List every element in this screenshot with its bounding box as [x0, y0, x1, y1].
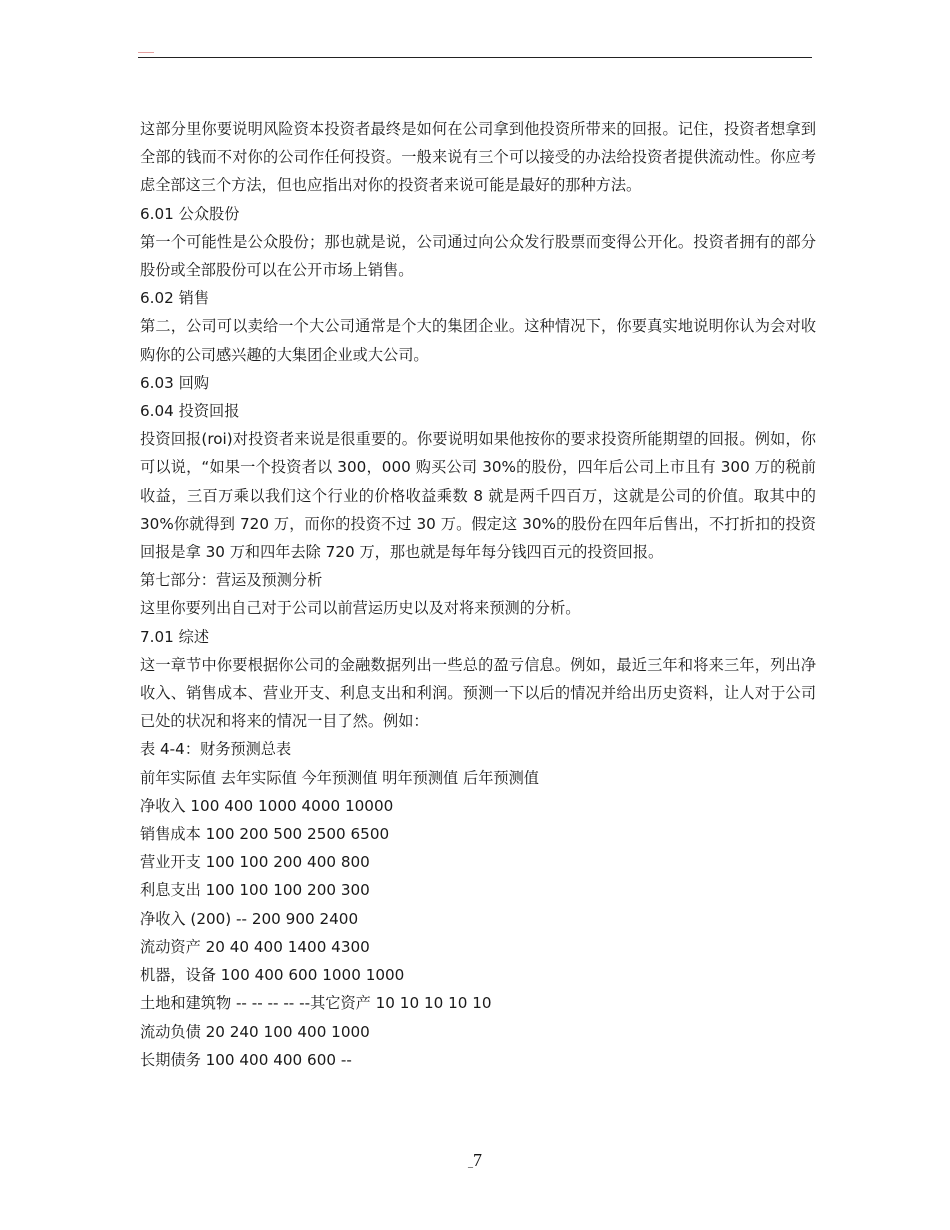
- section-7-01-text: 这一章节中你要根据你公司的金融数据列出一些总的盈亏信息。例如，最近三年和将来三年，列出净收入、销售成本、营业开支、利息支出和利润。预测一下以后的情况并给出历史资料，让人对于公司已处的状况和将来的情况一目了然。例如：: [140, 655, 816, 731]
- section-6-04-heading: 6.04 投资回报: [140, 402, 240, 421]
- section-6-03-heading: 6.03 回购: [140, 373, 210, 392]
- table-row: 流动负债 20 240 100 400 1000: [140, 1022, 370, 1041]
- section-6-02-heading: 6.02 销售: [140, 289, 210, 308]
- table-row: 利息支出 100 100 100 200 300: [140, 881, 370, 900]
- table-row: 销售成本 100 200 500 2500 6500: [140, 825, 390, 844]
- header-rule: [138, 57, 812, 58]
- page-number: [0, 1150, 950, 1171]
- section-6-04-text: 投资回报(roi)对投资者来说是很重要的。你要说明如果他按你的要求投资所能期望的回报。例如，你可以说，“如果一个投资者以 300，000 购买公司 30%的股份，四年后公司上市且有 300 万的税前收益，三百万乘以我们这个行业的价格收益乘数 8 就是两千四百万，这就是公司的价值。取其中的 30%你就得到 720 万，而你的投资不过 30 万。假定这 30%的股份在四年后售出，不打折扣的投资回报是拿 30 万和四年去除 720 万，那也就是每年每分钱四百元的投资回报。: [140, 430, 816, 562]
- table-caption: 表 4-4：财务预测总表: [140, 740, 292, 759]
- section-6-02-text: 第二，公司可以卖给一个大公司通常是个大的集团企业。这种情况下，你要真实地说明你认为会对收购你的公司感兴趣的大集团企业或大公司。: [140, 317, 816, 364]
- document-body: [140, 115, 816, 1074]
- header-mark: [138, 52, 154, 53]
- table-row: 净收入 100 400 1000 4000 10000: [140, 796, 394, 815]
- part-7-heading: 第七部分：营运及预测分析: [140, 571, 323, 590]
- section-7-01-heading: 7.01 综述: [140, 627, 210, 646]
- page-number-mark: _: [468, 1158, 473, 1169]
- table-row: 机器，设备 100 400 600 1000 1000: [140, 966, 405, 985]
- table-row: 土地和建筑物 -- -- -- -- --其它资产 10 10 10 10 10: [140, 994, 492, 1013]
- table-row: 流动资产 20 40 400 1400 4300: [140, 937, 370, 956]
- table-row: 长期债务 100 400 400 600 --: [140, 1050, 352, 1069]
- page-number-value: 7: [473, 1150, 482, 1170]
- table-row: 净收入 (200) -- 200 900 2400: [140, 909, 359, 928]
- table-row: 营业开支 100 100 200 400 800: [140, 853, 370, 872]
- table-header: 前年实际值 去年实际值 今年预测值 明年预测值 后年预测值: [140, 768, 539, 787]
- section-6-01-heading: 6.01 公众股份: [140, 204, 240, 223]
- intro-paragraph: 这部分里你要说明风险资本投资者最终是如何在公司拿到他投资所带来的回报。记住，投资者想拿到全部的钱而不对你的公司作任何投资。一般来说有三个可以接受的办法给投资者提供流动性。你应考虑全部这三个方法，但也应指出对你的投资者来说可能是最好的那种方法。: [140, 120, 816, 195]
- part-7-text: 这里你要列出自己对于公司以前营运历史以及对将来预测的分析。: [140, 599, 581, 618]
- section-6-01-text: 第一个可能性是公众股份；那也就是说，公司通过向公众发行股票而变得公开化。投资者拥有的部分股份或全部股份可以在公开市场上销售。: [140, 232, 816, 280]
